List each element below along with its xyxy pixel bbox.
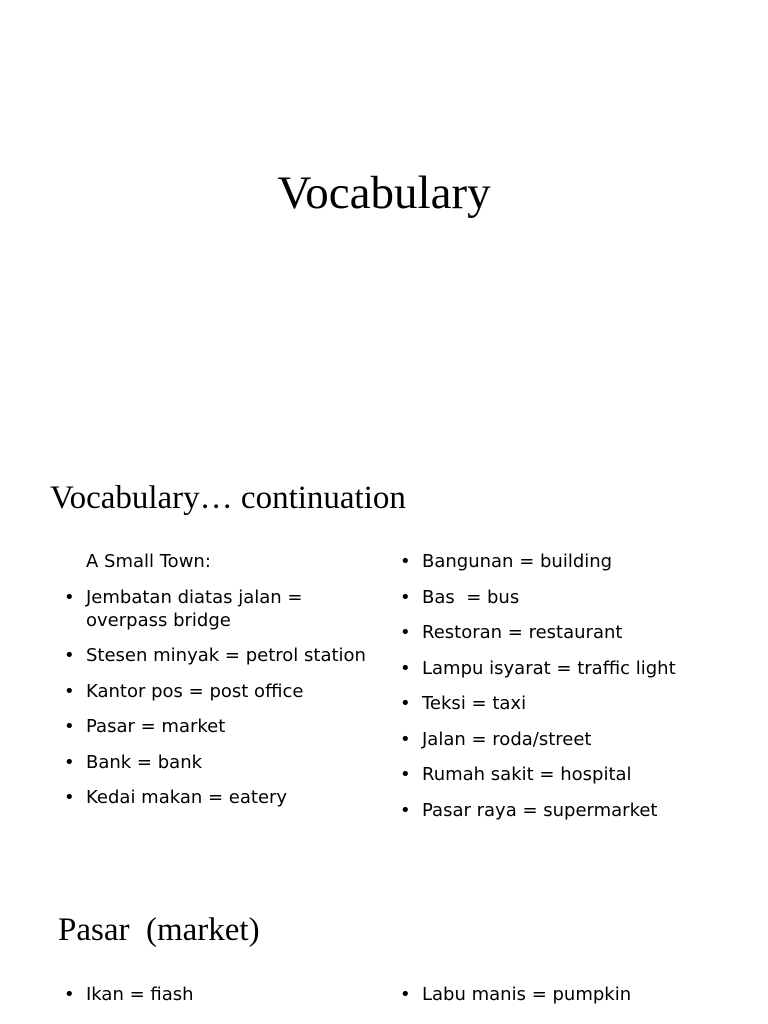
list-item: • Bank = bank [64, 751, 374, 774]
list-item: • Stesen minyak = petrol station [64, 644, 374, 667]
slide-heading: Vocabulary… continuation [50, 480, 406, 516]
list-item: • Kantor pos = post office [64, 680, 374, 703]
list-item: • Pasar raya = supermarket [400, 799, 740, 822]
list-item: • Kedai makan = eatery [64, 786, 374, 809]
list-item: • Labu manis = pumpkin [400, 983, 740, 1006]
right-vocabulary-list [400, 983, 740, 1019]
list-item: • Bas = bus [400, 586, 740, 609]
list-item: • Restoran = restaurant [400, 621, 740, 644]
market-slide [0, 870, 768, 1024]
list-item: • Jembatan diatas jalan = overpass bridge [64, 586, 374, 632]
title-slide [0, 0, 768, 420]
list-item: • Ikan = fiash [64, 983, 374, 1006]
list-item: • Lampu isyarat = traffic light [400, 657, 740, 680]
list-item: • Pasar = market [64, 715, 374, 738]
list-intro: A Small Town: [86, 551, 211, 572]
list-item: • Teksi = taxi [400, 692, 740, 715]
vocabulary-continuation-slide [0, 420, 768, 870]
list-item: • Rumah sakit = hospital [400, 763, 740, 786]
list-item: • Jalan = roda/street [400, 728, 740, 751]
list-item: • Bangunan = building [400, 550, 740, 573]
right-vocabulary-list [400, 550, 740, 834]
left-vocabulary-list [64, 550, 374, 822]
slide-heading: Pasar (market) [58, 912, 260, 948]
left-vocabulary-list [64, 983, 374, 1019]
slide-title: Vocabulary [277, 167, 491, 219]
